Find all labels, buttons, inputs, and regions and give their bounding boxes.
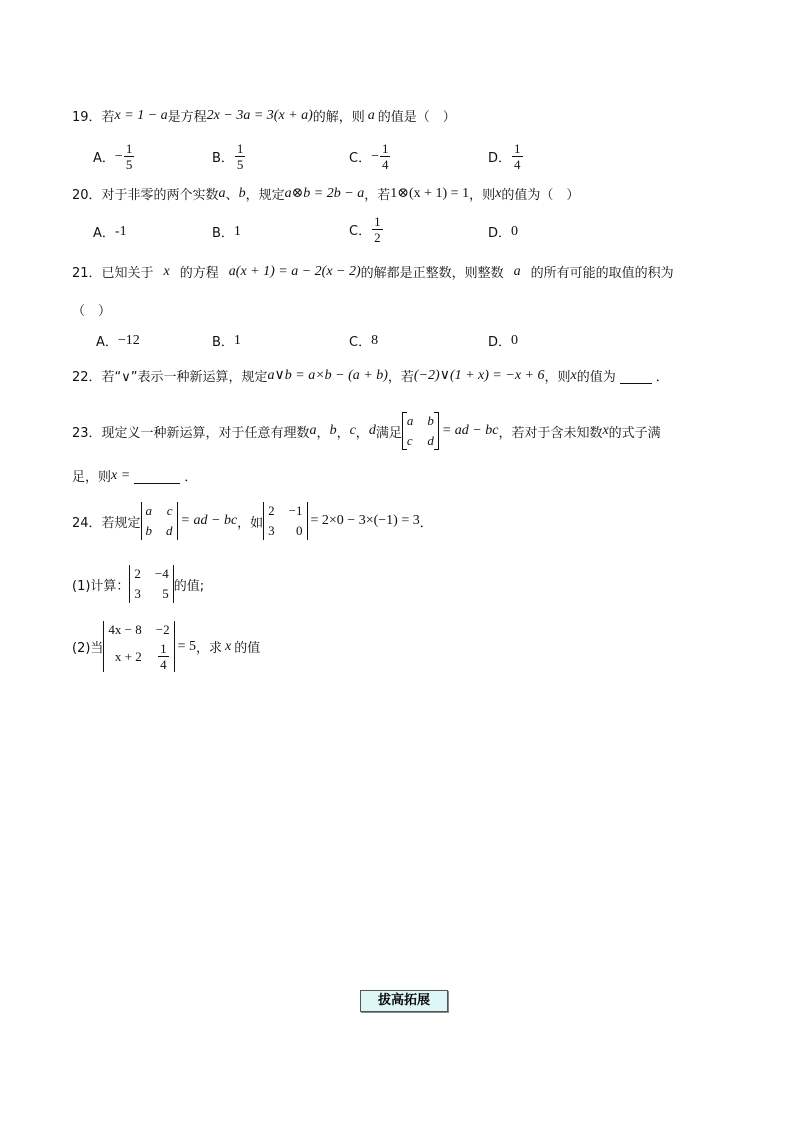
q19-option-c[interactable] <box>349 142 391 171</box>
option-fraction: $\frac{1}{4}$ <box>514 141 521 172</box>
q24-part1-tail: 的值; <box>173 578 205 594</box>
q21-option-a[interactable] <box>96 331 140 350</box>
q19-text-1: 是方程 <box>167 110 207 125</box>
q23-tail: 的式子满 <box>608 425 661 441</box>
q23-sep: ， <box>336 425 350 441</box>
q24-det-definition: a c b d <box>141 502 178 540</box>
q20-option-d[interactable] <box>488 222 518 241</box>
question-24 <box>72 502 433 540</box>
q24-part2-var-x: x <box>225 638 232 654</box>
option-value: 0 <box>511 223 519 239</box>
q19-tail: 的值是（ ） <box>377 110 456 125</box>
q24-part1-det: 2 −4 3 5 <box>129 565 173 603</box>
q19-number: 19．若 <box>72 110 115 125</box>
q23-var-c: c <box>349 423 356 438</box>
option-label: C． <box>349 151 372 166</box>
q21-number: 21．已知关于 <box>72 266 154 281</box>
q19-equation: 2x − 3a = 3(x + a) <box>206 107 313 123</box>
q22-number: 22．若“∨”表示一种新运算，规定 <box>72 370 268 385</box>
q20-condition: 1⊗(x + 1) = 1 <box>390 186 470 201</box>
q23-sep: ， <box>316 425 330 441</box>
q20-var-b: b <box>238 185 246 201</box>
q21-text-2: 的解都是正整数，则整数 <box>360 266 504 281</box>
option-label: B． <box>212 335 234 350</box>
q19-var: a <box>367 107 375 123</box>
section-tag: 拔高拓展 <box>360 990 448 1012</box>
q20-option-a[interactable] <box>93 222 127 241</box>
q22-text-1: ，若 <box>387 370 414 385</box>
option-value: 8 <box>371 332 379 348</box>
q23-text-1: 满足 <box>375 425 402 441</box>
q23-matrix: a b c d <box>402 412 439 450</box>
q23-end: ． <box>184 470 198 485</box>
option-label: D． <box>488 151 512 166</box>
question-19 <box>72 106 456 125</box>
q24-rhs-2: = 2×0 − 3×(−1) = 3 <box>310 513 420 528</box>
q21-tail: 的所有可能的取值的积为 <box>530 266 674 281</box>
q21-paren: （ ） <box>72 304 112 319</box>
option-value: 1 <box>233 332 241 348</box>
option-value: −12 <box>117 332 140 348</box>
option-label: A． <box>93 151 115 166</box>
q21-var-x: x <box>163 263 170 279</box>
q23-var-a: a <box>309 423 317 438</box>
q23-rhs: = ad − bc <box>441 423 499 438</box>
q20-option-c[interactable] <box>349 215 384 244</box>
q23-text-3: 足，则 <box>72 470 112 485</box>
option-label: C． <box>349 335 372 350</box>
q24-part2-tail: ，求 <box>196 641 223 656</box>
q24-part2-label: (2)当 <box>72 641 104 656</box>
q20-number: 20．对于非零的两个实数 <box>72 188 219 203</box>
option-fraction: $\frac{1}{4}$ <box>381 141 389 172</box>
q24-det-example: 2 −1 3 0 <box>263 502 307 540</box>
question-23 <box>72 412 661 450</box>
q21-option-c[interactable] <box>349 331 378 350</box>
q23-line-2 <box>72 466 197 485</box>
q19-text-2: 的解，则 <box>312 110 365 125</box>
q19-option-a[interactable] <box>93 142 135 171</box>
question-21 <box>72 262 674 281</box>
q19-option-b[interactable] <box>212 142 246 171</box>
option-label: D． <box>488 335 512 350</box>
q24-rhs-1: = ad − bc <box>180 513 238 528</box>
option-value: 0 <box>511 332 519 348</box>
option-sign: − <box>371 148 379 164</box>
q23-text-2: ，若对于含未知数 <box>498 425 603 441</box>
q22-definition: a∨b = a×b − (a + b) <box>267 368 388 383</box>
q22-var-x: x <box>570 367 577 383</box>
q20-definition: a⊗b = 2b − a <box>284 186 365 201</box>
q20-sep: 、 <box>225 188 239 203</box>
q21-equation: a(x + 1) = a − 2(x − 2) <box>228 263 361 279</box>
q21-text-1: 的方程 <box>179 266 219 281</box>
option-label: A． <box>96 335 118 350</box>
q23-var-b: b <box>329 423 337 438</box>
option-label: D． <box>488 226 512 241</box>
q24-part2-det: 4x − 8 −2 x + 2 $\frac{1}{4}$ <box>103 621 174 672</box>
option-fraction: $\frac{1}{2}$ <box>374 214 381 245</box>
question-20 <box>72 184 579 203</box>
q23-var-d: d <box>368 423 376 438</box>
q21-option-b[interactable] <box>212 331 241 350</box>
q23-var-x: x <box>602 423 609 438</box>
q24-part-2 <box>72 621 260 672</box>
q22-text-2: ，则 <box>544 370 571 385</box>
q22-end: ． <box>655 370 669 385</box>
q24-number: 24．若规定 <box>72 515 141 531</box>
question-22 <box>72 366 669 385</box>
q24-part2-rhs: = 5 <box>177 638 197 654</box>
q21-option-d[interactable] <box>488 331 518 350</box>
q19-option-d[interactable] <box>488 142 524 171</box>
q20-var-x: x <box>495 185 502 201</box>
q21-var-a: a <box>513 263 521 279</box>
q24-text-1: ，如 <box>237 515 264 531</box>
q23-sep: ， <box>355 425 369 441</box>
q24-part1-label: (1)计算： <box>72 578 130 594</box>
q22-answer-blank[interactable] <box>620 368 652 384</box>
q20-option-b[interactable] <box>212 222 241 241</box>
q20-var-a: a <box>218 185 226 201</box>
q24-part-1 <box>72 565 204 603</box>
option-label: A． <box>93 226 115 241</box>
option-value: 1 <box>233 223 241 239</box>
q19-condition: x = 1 − a <box>114 107 168 123</box>
option-label: B． <box>212 151 234 166</box>
q23-x-equals: x = <box>111 467 131 483</box>
option-sign: − <box>114 148 123 164</box>
q20-text-1: ，规定 <box>245 188 285 203</box>
q23-answer-blank[interactable] <box>134 468 180 484</box>
option-fraction: $\frac{1}{5}$ <box>236 141 244 172</box>
q24-part2-end: 的值 <box>234 641 261 656</box>
option-fraction: $\frac{1}{5}$ <box>125 141 133 172</box>
q22-tail: 的值为 <box>576 370 616 385</box>
q20-text-3: ，则 <box>469 188 496 203</box>
q22-condition: (−2)∨(1 + x) = −x + 6 <box>413 368 545 383</box>
q20-text-2: ，若 <box>364 188 391 203</box>
option-value: -1 <box>114 223 127 239</box>
q24-end: ． <box>419 515 433 531</box>
option-label: C． <box>349 224 372 239</box>
q20-tail: 的值为（ ） <box>501 188 580 203</box>
option-label: B． <box>212 226 234 241</box>
q23-number: 23．现定义一种新运算，对于任意有理数 <box>72 425 310 441</box>
